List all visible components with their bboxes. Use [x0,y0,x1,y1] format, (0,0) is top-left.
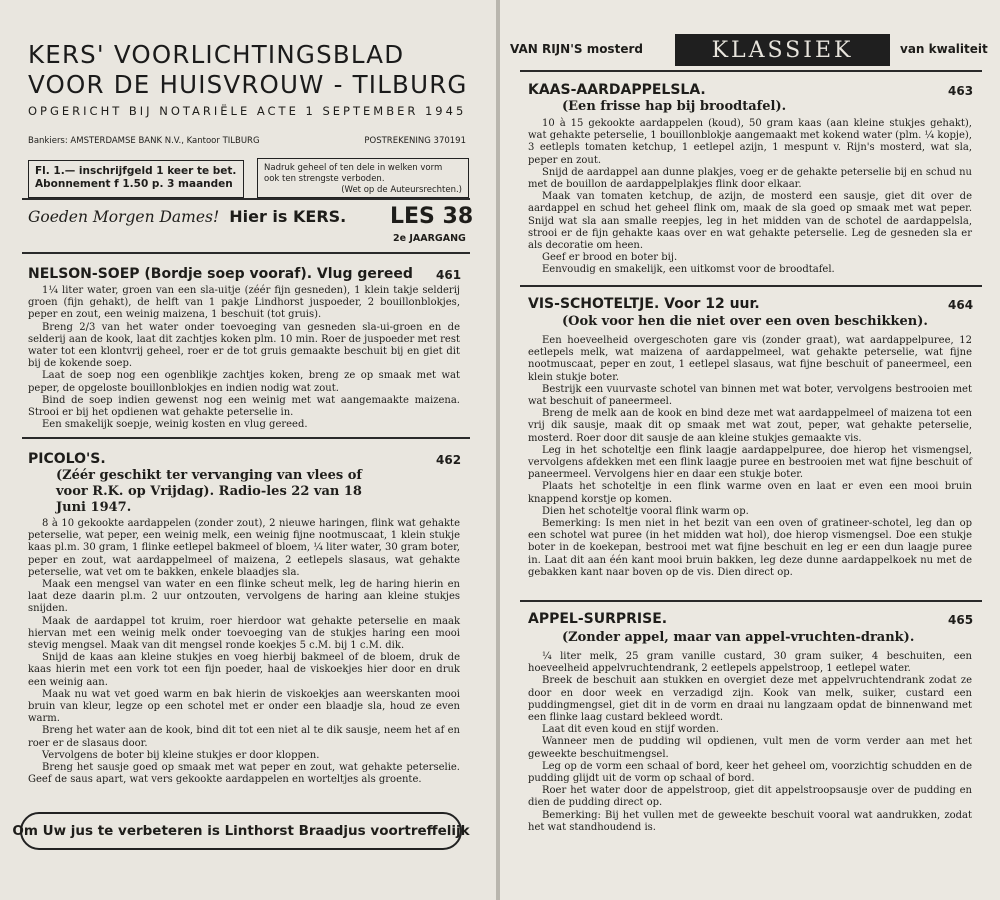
recipe-paragraph: ¼ liter melk, 25 gram vanille custard, 30 gram suiker, 4 beschuiten, een hoeveelheid appelvruchtendrank, 2 eetlepels appelstroop, 1 eetlepel water. [528,651,972,675]
bank-info [28,136,466,146]
recipe-paragraph: 1¼ liter water, groen van een sla-uitje (zéér fijn gesneden), 1 klein takje selderij groen (fijn gehakt), de helft van 1 pakje Lindhorst juspoeder, 2 bouillonblokjes, peper en zout, een weinig maizena, 1 beschuit (tot gruis). [28,285,460,321]
divider [520,600,982,602]
recipe-subtitle: (Zéér geschikt ter vervanging van vlees of voor R.K. op Vrijdag). Radio-les 22 van 18 Juni 1947. [56,468,363,515]
recipe-paragraph: Breek de beschuit aan stukken en overgiet deze met appelvruchtendrank zodat ze door en door week en verzadigd zijn. Kook van melk, suiker, custard een puddingmengsel, giet dit in de vorm en draai nu langzaam opdat de binnenwand met een flinke laag custard bekleed wordt. [528,675,972,724]
linthorst-advert: Om Uw jus te verbeteren is Linthorst Braadjus voortreffelijk [20,812,462,850]
postrekening-text: POSTREKENING 370191 [364,136,466,146]
recipe-paragraph: Bemerking: Bij het vullen met de geweekte beschuit vooral wat aandrukken, zodat het wat standhoudend is. [528,809,972,833]
subscription-line1: Fl. 1.— inschrijfgeld 1 keer te bet. [35,165,237,177]
recipe-paragraph: Een hoeveelheid overgeschoten gare vis (zonder graat), wat aardappelpuree, 12 eetlepels melk, wat maizena of aardappelmeel, wat gehakte peterselie, wat fijne nootmuscaat, peper en zout, 1 eetlepel slasaus, wat fijne beschuit of paneermeel, een klein stukje boter. [528,335,972,383]
banner-right-text: van kwaliteit [900,42,988,56]
masthead-title-line1: KERS' VOORLICHTINGSBLAD [28,40,405,69]
lesson-number: LES 38 [390,204,474,229]
recipe-paragraph: Wanneer men de pudding wil opdienen, vult men de vorm verder aan met het geweekte beschuitmengsel. [528,736,972,760]
reprint-line2: ook ten strengste verboden. [264,174,385,184]
recipe-number: 462 [436,453,462,467]
reprint-line3: (Wet op de Auteursrechten.) [341,185,462,195]
recipe-title: KAAS-AARDAPPELSLA. [528,82,706,98]
recipe-paragraph: Roer het water door de appelstroop, giet dit appelstroopsausje over de pudding en dien de pudding direct op. [528,785,972,809]
masthead-title-line2: VOOR DE HUISVROUW - TILBURG [28,70,468,99]
greeting-kers: Hier is KERS. [229,207,347,226]
recipe-paragraph: Maak van tomaten ketchup, de azijn, de mosterd een sausje, giet dit over de aardappel en schud het geheel flink om, maak de sla goed op smaak met wat peper. Snijd wat sla aan smalle reepjes, leg in het midden van de schotel de aardappelsla, strooi er de fijn gehakte kaas over en wat gehakte peterselie. Leg de gesneden sla er als decoratie om heen. [528,191,972,252]
recipe-paragraph: 10 à 15 gekookte aardappelen (koud), 50 gram kaas (aan kleine stukjes gehakt), wat gehakte peterselie, 1 bouillonblokje aangemaakt met kokend water (plm. ¼ kopje), 3 eetlepls tomaten ketchup, 1 eetlepel azijn, 1 mespunt v. Rijn's mosterd, wat sla, peper en zout. [528,118,972,166]
left-page [0,0,496,900]
recipe-paragraph: Plaats het schoteltje in een flink warme oven en laat er even een mooi bruin knappend korstje op komen. [528,481,972,505]
subscription-line2: Abonnement f 1.50 p. 3 maanden [35,178,233,190]
recipe-paragraph: Snijd de aardappel aan dunne plakjes, voeg er de gehakte peterselie bij en schud nu met de bouillon de aardappelplakjes flink door elkaar. [528,166,972,191]
recipe-paragraph: Breng 2/3 van het water onder toevoeging van gesneden sla-ui-groen en de selderij aan de kook, laat dit zachtjes koken plm. 10 min. Roer de juspoeder met rest water tot een klontvrij geheel, roer er de tot gruis gemaakte beschuit bij en giet dit bij de kokende soep. [28,321,460,370]
recipe-number: 461 [436,268,462,282]
recipe-paragraph: Breng de melk aan de kook en bind deze met wat aardappelmeel of maizena tot een vrij dik sausje, maak dit op smaak met wat zout, peper, wat gehakte peterselie, mosterd. Roer door dit sausje de aan kleine stukjes gemaakte vis. [528,408,972,444]
subscription-box [28,160,244,198]
recipe-paragraph: Een smakelijk soepje, weinig kosten en vlug gereed. [42,419,308,431]
recipe-paragraph: Breng het water aan de kook, bind dit tot een niet al te dik sausje, neem het af en roer er de slasaus door. [28,725,460,749]
recipe-body [28,518,460,786]
recipe-number: 465 [948,613,974,627]
recipe-paragraph: Geef er brood en boter bij. [542,252,678,264]
masthead [28,40,468,118]
banner-center-text: KLASSIEK [711,37,854,63]
greeting-text: Goeden Morgen Dames! [28,208,220,226]
bankers-text: Bankiers: AMSTERDAMSE BANK N.V., Kantoor TILBURG [28,136,260,146]
recipe-paragraph: Vervolgens de boter bij kleine stukjes er door kloppen. [42,749,320,761]
recipe-subtitle: (Zonder appel, maar van appel-vruchten-drank). [562,630,915,645]
divider [22,437,470,439]
divider [520,70,982,72]
recipe-paragraph: Snijd de kaas aan kleine stukjes en voeg hierbij bakmeel of de bloem, druk de kaas hierin met een vork tot een fijn poeder, haal de viskoekjes hier door en druk een weinig aan. [28,652,460,688]
recipe-paragraph: Leg op de vorm een schaal of bord, keer het geheel om, voorzichtig schudden en de pudding glijdt uit de vorm op schaal of bord. [528,760,972,785]
masthead-founding: OPGERICHT BIJ NOTARIËLE ACTE 1 SEPTEMBER 1945 [28,104,467,118]
van-rijn-banner [510,34,990,66]
divider [22,198,470,200]
recipe-paragraph: Maak nu wat vet goed warm en bak hierin de viskoekjes aan weerskanten mooi bruin van kleur, legze op een schotel met er onder een blaadje sla, houd ze even warm. [28,688,460,725]
recipe-subtitle: (Een frisse hap bij broodtafel). [562,99,787,114]
recipe-paragraph: Bemerking: Is men niet in het bezit van een oven of gratineer-schotel, leg dan op een schotel wat puree (in het midden wat hol), doe hierop vismengsel. Doe een stukje boter in de koekepan, bestrooi met wat fijne beschuit en leg er een dun laagje puree in. Laat dit aan één kant mooi bruin bakken, leg deze dunne aardappelkoek nu met de gebakken kant naar boven op de vis. Dien direct op. [528,518,972,578]
recipe-paragraph: Laat de soep nog een ogenblikje zachtjes koken, breng ze op smaak met wat peper, de opgeloste bouillonblokjes en indien nodig wat zout. [28,370,460,394]
divider [22,252,470,254]
recipe-body [528,335,972,579]
recipe-title: APPEL-SURPRISE. [528,611,668,627]
recipe-paragraph: Leg in het schoteltje een flink laagje aardappelpuree, doe hierop het vismengsel, vervolgens afdekken met een flink laagje puree en bestrooien met wat fijne beschuit of paneermeel. Vervolgens hier en daar een stukje boter. [528,444,972,481]
recipe-title: VIS-SCHOTELTJE. Voor 12 uur. [528,296,760,312]
recipe-title: PICOLO'S. [28,451,106,467]
divider [520,285,982,287]
recipe-body [528,651,972,834]
recipe-body [28,285,460,431]
recipe-paragraph: 8 à 10 gekookte aardappelen (zonder zout), 2 nieuwe haringen, flink wat gehakte peterselie, wat peper, een weinig melk, een weinig fijne nootmuscaat, 1 klein stukje kaas pl.m. 30 gram, 1 flinke eetlepel bakmeel of bloem, ¼ liter water, 30 gram boter, peper en zout, wat aardappelmeel of maizena, 2 eetlepels slasaus, wat gehakte peterselie, wat vet om te bakken, enkele blaadjes sla. [28,518,460,578]
recipe-title: NELSON-SOEP (Bordje soep vooraf). Vlug gereed [28,266,413,282]
reprint-notice-box [257,158,469,198]
greeting [28,207,346,226]
banner-left-text: VAN RIJN'S mosterd [510,42,643,56]
recipe-paragraph: Dien het schoteltje vooral flink warm op. [542,505,749,517]
banner-klassiek [675,34,890,66]
recipe-number: 464 [948,298,974,312]
recipe-paragraph: Maak een mengsel van water en een flinke scheut melk, leg de haring hierin en laat deze daarin pl.m. 2 uur ontzouten, vervolgens de haring aan kleine stukjes snijden. [28,579,460,615]
reprint-line1: Nadruk geheel of ten dele in welken vorm [264,163,443,173]
recipe-paragraph: Bind de soep indien gewenst nog een weinig met wat aangemaakte maizena. Strooi er bij het opdienen wat gehakte peterselie in. [28,394,460,419]
right-page [500,0,1000,900]
recipe-paragraph: Eenvoudig en smakelijk, een uitkomst voor de broodtafel. [542,264,835,276]
recipe-paragraph: Bestrijk een vuurvaste schotel van binnen met wat boter, vervolgens bestrooien met wat beschuit of paneermeel. [528,383,972,408]
recipe-body [528,118,972,277]
recipe-subtitle: (Ook voor hen die niet over een oven beschikken). [562,314,928,329]
jaargang: 2e JAARGANG [393,233,466,244]
recipe-paragraph: Laat dit even koud en stijf worden. [542,724,719,736]
recipe-paragraph: Breng het sausje goed op smaak met wat peper en zout, wat gehakte peterselie. Geef de saus apart, wat vers gekookte aardappelen en worteltjes als groente. [28,762,460,786]
recipe-number: 463 [948,84,974,98]
recipe-paragraph: Maak de aardappel tot kruim, roer hierdoor wat gehakte peterselie en maak hiervan met een weinig melk onder toevoeging van de stukjes haring een mooi stevig mengsel. Maak van dit mengsel ronde koekjes 5 c.M. bij 1 c.M. dik. [28,615,460,652]
